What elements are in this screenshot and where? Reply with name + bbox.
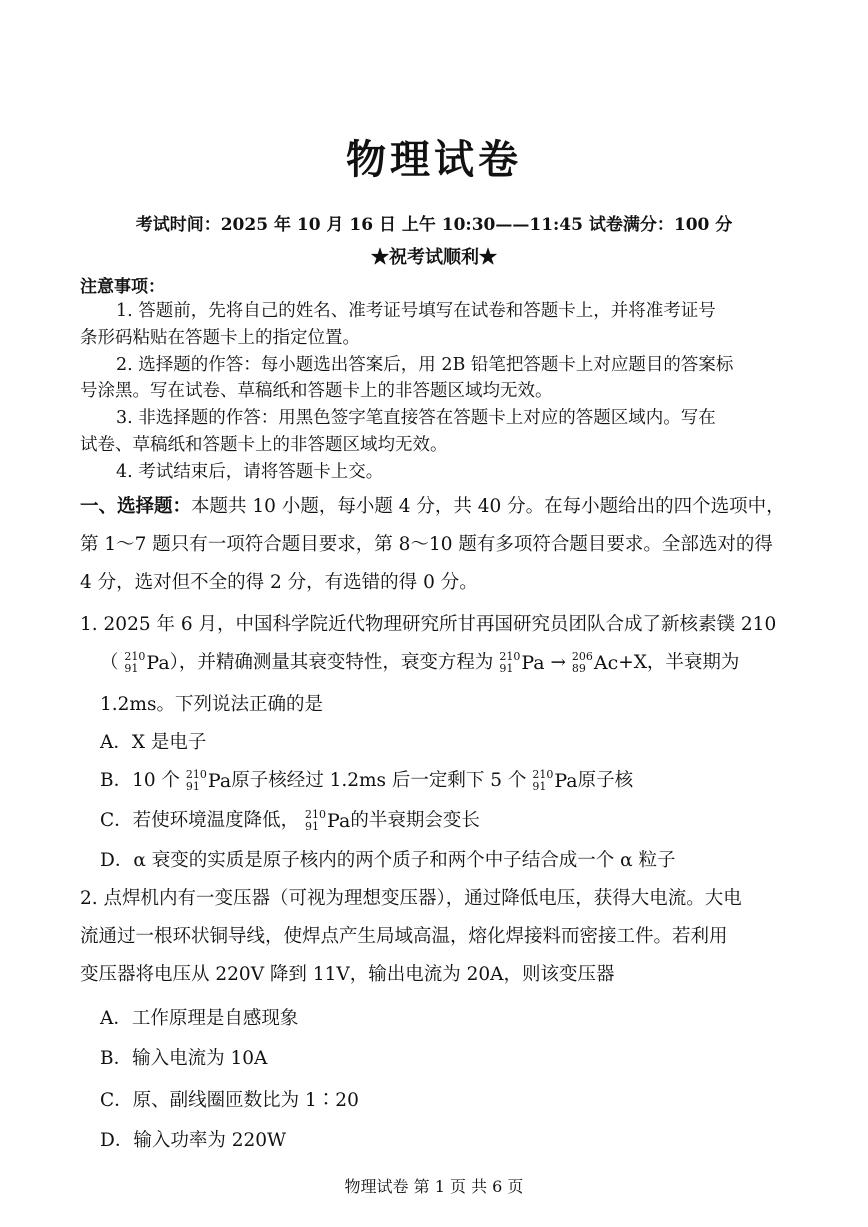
section-1-text: 本题共 10 小题，每小题 4 分，共 40 分。在每小题给出的四个选项中，: [191, 496, 785, 517]
question-1-equation-line: （ 210 91 Pa ），并精确测量其衰变特性，衰变方程为 210 91 Pa → 206 89 Ac +X，半衰期为: [100, 650, 740, 675]
page-title: 物理试卷: [346, 136, 522, 183]
nuclide-pa: 210 91 Pa: [305, 808, 351, 833]
note-line: 4. 考试结束后，请将答题卡上交。: [116, 462, 384, 482]
nuclide-pa: 210 91 Pa: [185, 768, 232, 793]
question-1-option-a: A．X 是电子: [100, 732, 207, 753]
nuclide-pa: 210 91 Pa: [124, 650, 170, 675]
note-line: 试卷、草稿纸和答题卡上的非答题区域均无效。: [80, 435, 448, 455]
note-line: 1. 答题前，先将自己的姓名、准考证号填写在试卷和答题卡上，并将准考证号: [116, 301, 716, 321]
note-line: 2. 选择题的作答：每小题选出答案后，用 2B 铅笔把答题卡上对应题目的答案标: [116, 355, 734, 375]
nuclide-pa: 210 91 Pa: [532, 768, 578, 793]
section-1-line: 4 分，选对但不全的得 2 分，有选错的得 0 分。: [80, 572, 478, 593]
question-1-prompt: 1.2ms。下列说法正确的是: [100, 694, 323, 715]
question-2-stem: 2. 点焊机内有一变压器（可视为理想变压器），通过降低电压，获得大电流。大电: [80, 888, 742, 909]
question-2-option-d: D．输入功率为 220W: [100, 1130, 287, 1151]
question-2-option-c: C．原、副线圈匝数比为 1∶20: [100, 1090, 359, 1111]
section-1-line: 第 1～7 题只有一项符合题目要求，第 8～10 题有多项符合题目要求。全部选对的得: [80, 534, 773, 555]
arrow-symbol: →: [550, 652, 566, 673]
note-line: 3. 非选择题的作答：用黑色签字笔直接答在答题卡上对应的答题区域内。写在: [116, 408, 716, 428]
page-footer: 物理试卷 第 1 页 共 6 页: [344, 1177, 524, 1196]
question-1-option-b: B．10 个 210 91 Pa 原子核经过 1.2ms 后一定剩下 5 个 210 91 Pa 原子核: [100, 768, 634, 793]
question-2-stem: 流通过一根环状铜导线，使焊点产生局域高温，熔化焊接料而密接工件。若利用: [80, 926, 728, 947]
nuclide-pa: 210 91 Pa: [499, 650, 545, 675]
section-1-heading: 一、选择题：: [80, 496, 192, 517]
nuclide-ac: 206 89 Ac: [571, 650, 619, 675]
question-1-stem: 1. 2025 年 6 月，中国科学院近代物理研究所甘再国研究员团队合成了新核素镤 210: [80, 614, 777, 635]
question-2-option-a: A．工作原理是自感现象: [100, 1008, 299, 1029]
note-line: 号涂黑。写在试卷、草稿纸和答题卡上的非答题区域均无效。: [80, 381, 553, 401]
note-line: 条形码粘贴在答题卡上的指定位置。: [80, 328, 360, 348]
question-2-option-b: B．输入电流为 10A: [100, 1048, 268, 1069]
exam-info: 考试时间：2025 年 10 月 16 日 上午 10:30——11:45 试卷满分：100 分: [135, 215, 733, 235]
wish-banner: ★祝考试顺利★: [371, 247, 497, 268]
notes-heading: 注意事项：: [80, 277, 165, 297]
section-1-intro: [80, 492, 785, 518]
question-1-option-c: C．若使环境温度降低， 210 91 Pa 的半衰期会变长: [100, 808, 480, 833]
question-2-stem: 变压器将电压从 220V 降到 11V，输出电流为 20A，则该变压器: [80, 964, 615, 985]
question-1-option-d: D．α 衰变的实质是原子核内的两个质子和两个中子结合成一个 α 粒子: [100, 850, 676, 871]
